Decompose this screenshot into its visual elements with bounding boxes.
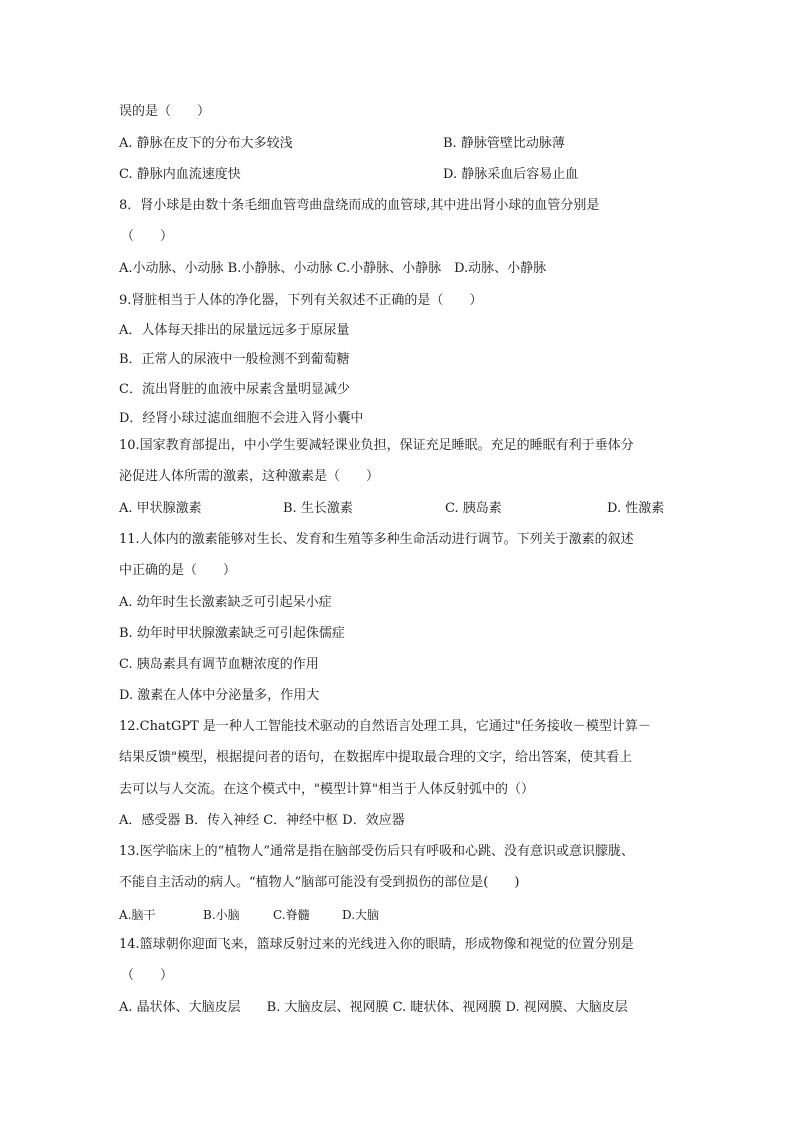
q12-stem-line3: 去可以与人交流。在这个模式中，"模型计算"相当于人体反射弧中的（） (119, 782, 534, 797)
q11-stem-line1: 11.人体内的激素能够对生长、发育和生殖等多种生命活动进行调节。下列关于激素的叙述 (119, 532, 634, 547)
q14-stem: 14.篮球朝你迎面飞来，篮球反射过来的光线进入你的眼睛，形成物像和视觉的位置分别是 (119, 937, 634, 952)
q11-option-d: D. 激素在人体中分泌量多，作用大 (119, 688, 320, 703)
q13-option-d: D.大脑 (342, 908, 380, 922)
q9-option-d: D．经肾小球过滤血细胞不会进入肾小囊中 (119, 411, 364, 426)
q7-option-c: C. 静脉内血流速度快 (119, 167, 241, 182)
q14-answer-blank: （ ） (121, 968, 174, 983)
q12-stem-line2: 结果反馈"模型，根据提问者的语句，在数据库中提取最合理的文字，给出答案，使其看上 (119, 750, 632, 765)
q11-option-c: C. 胰岛素具有调节血糖浓度的作用 (119, 657, 319, 672)
q10-stem-line1: 10.国家教育部提出，中小学生要减轻课业负担，保证充足睡眠。充足的睡眠有利于垂体分 (119, 438, 634, 453)
q10-option-a: A. 甲状腺激素 (119, 501, 202, 516)
q7-option-b: B. 静脉管壁比动脉薄 (443, 136, 565, 151)
q10-option-b: B. 生长激素 (283, 501, 353, 516)
q11-option-b: B. 幼年时甲状腺激素缺乏可引起侏儒症 (119, 626, 345, 641)
q13-option-b: B.小脑 (203, 908, 240, 922)
q12-stem-line1: 12.ChatGPT 是一种人工智能技术驱动的自然语言处理工具，它通过"任务接收－模型计算－ (119, 719, 651, 734)
q13-option-c: C.脊髓 (273, 908, 310, 922)
q7-stem-tail: 误的是（ ） (119, 104, 211, 119)
q10-option-c: C. 胰岛素 (445, 501, 502, 516)
q8-options: A.小动脉、小动脉 B.小静脉、小动脉 C.小静脉、小静脉 D.动脉、小静脉 (119, 261, 547, 276)
q14-options: A. 晶状体、大脑皮层 B. 大脑皮层、视网膜 C. 睫状体、视网膜 D. 视网膜、大脑皮层 (119, 1000, 628, 1015)
q10-option-d: D. 性激素 (607, 501, 665, 516)
q10-stem-line2: 泌促进人体所需的激素，这种激素是（ ） (119, 469, 380, 484)
q11-stem-line2: 中正确的是（ ） (119, 563, 237, 578)
q9-option-a: A．人体每天排出的尿量远远多于原尿量 (119, 323, 350, 338)
q8-answer-blank: （ ） (121, 229, 174, 244)
q13-stem-line2: 不能自主活动的病人。“植物人”脑部可能没有受到损伤的部位是( ) (119, 875, 520, 890)
q7-option-d: D. 静脉采血后容易止血 (443, 167, 579, 182)
q13-stem-line1: 13.医学临床上的“植物人”通常是指在脑部受伤后只有呼吸和心跳、没有意识或意识朦胧、 (119, 844, 634, 859)
q9-option-b: B．正常人的尿液中一般检测不到葡萄糖 (119, 352, 350, 367)
q13-option-a: A.脑干 (119, 908, 156, 922)
q7-option-a: A. 静脉在皮下的分布大多较浅 (119, 136, 293, 151)
q9-option-c: C．流出肾脏的血液中尿素含量明显减少 (119, 382, 350, 397)
q12-options: A．感受器 B．传入神经 C．神经中枢 D．效应器 (119, 813, 405, 828)
q9-stem: 9.肾脏相当于人体的净化器，下列有关叙述不正确的是（ ） (119, 293, 483, 308)
q11-option-a: A. 幼年时生长激素缺乏可引起呆小症 (119, 595, 332, 610)
q8-stem: 8．肾小球是由数十条毛细血管弯曲盘绕而成的血管球,其中进出肾小球的血管分别是 (119, 198, 600, 213)
